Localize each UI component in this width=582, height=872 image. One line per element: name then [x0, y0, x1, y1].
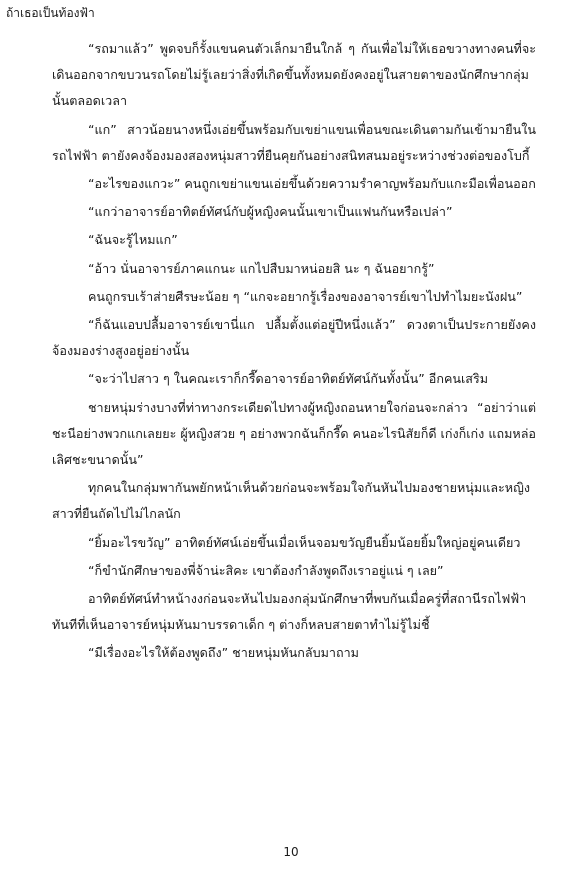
paragraph: “ก็ฉันแอบปลื้มอาจารย์เขานี่แก ปลื้มตั้งแต่อยู่ปีหนึ่งแล้ว” ดวงตาเป็นประกายยังคงจ้องมองร่างสูงอยู่อย่างนั้น: [52, 317, 536, 359]
paragraph: “ยิ้มอะไรขวัญ” อาทิตย์ทัศน์เอ่ยขึ้นเมื่อเห็นจอมขวัญยืนยิ้มน้อยยิ้มใหญ่อยู่คนเดียว: [88, 534, 521, 550]
body-text: [52, 36, 536, 669]
paragraph: “มีเรื่องอะไรให้ต้องพูดถึง” ชายหนุ่มหันกลับมาถาม: [88, 645, 359, 661]
paragraph: “อ้าว นั่นอาจารย์ภาคแกนะ แกไปสืบมาหน่อยสิ นะ ๆ ฉันอยากรู้”: [88, 260, 435, 276]
paragraph: “แกว่าอาจารย์อาทิตย์ทัศน์กับผู้หญิงคนนั้นเขาเป็นแฟนกันหรือเปล่า”: [88, 204, 453, 220]
page-number: 10: [283, 845, 299, 859]
paragraph: “รถมาแล้ว” พูดจบก็รั้งแขนคนตัวเล็กมายืนใกล้ ๆ กันเพื่อไม่ให้เธอขวางทางคนที่จะเดินออกจากขบวนรถโดยไม่รู้เลยว่าสิ่งที่เกิดขึ้นทั้งหมดยังคงอยู่ในสายตาของนักศึกษากลุ่มนั้นตลอดเวลา: [52, 41, 536, 109]
paragraph: “จะว่าไปสาว ๆ ในคณะเราก็กรี๊ดอาจารย์อาทิตย์ทัศน์กันทั้งนั้น” อีกคนเสริม: [88, 371, 489, 387]
paragraph: “ฉันจะรู้ไหมแก”: [88, 232, 178, 248]
paragraph: “ก็ขำนักศึกษาของพี่จ้าน่ะสิคะ เขาต้องกำลังพูดถึงเราอยู่แน่ ๆ เลย”: [88, 562, 444, 578]
paragraph: ชายหนุ่มร่างบางที่ท่าทางกระเดียดไปทางผู้หญิงถอนหายใจก่อนจะกล่าว “อย่าว่าแต่ชะนีอย่างพวกแกเลยยะ ผู้หญิงสวย ๆ อย่างพวกฉันก็กรี๊ด คนอะไรนิสัยก็ดี เก่งก็เก่ง แถมหล่อเลิศชะขนาดนั้น”: [52, 399, 536, 468]
paragraph: “แก” สาวน้อยนางหนึ่งเอ่ยขึ้นพร้อมกับเขย่าแขนเพื่อนขณะเดินตามกันเข้ามายืนในรถไฟฟ้า ตายังคงจ้องมองสองหนุ่มสาวที่ยืนคุยกันอย่างสนิทสนมอยู่ระหว่างช่วงต่อของโบกี้: [52, 121, 536, 163]
running-header: ถ้าเธอเป็นท้องฟ้า: [6, 6, 95, 20]
paragraph: คนถูกรบเร้าส่ายศีรษะน้อย ๆ “แกจะอยากรู้เรื่องของอาจารย์เขาไปทำไมยะนังฝน”: [88, 288, 523, 304]
paragraph: ทุกคนในกลุ่มพากันพยักหน้าเห็นด้วยก่อนจะพร้อมใจกันหันไปมองชายหนุ่มและหญิงสาวที่ยืนถัดไปไม่ไกลนัก: [52, 480, 530, 522]
paragraph: “อะไรของแกวะ” คนถูกเขย่าแขนเอ่ยขึ้นด้วยความรำคาญพร้อมกับแกะมือเพื่อนออก: [88, 176, 536, 192]
paragraph: อาทิตย์ทัศน์ทำหน้างงก่อนจะหันไปมองกลุ่มนักศึกษาที่พบกันเมื่อครู่ที่สถานีรถไฟฟ้า ทันทีที่เห็นอาจารย์หนุ่มหันมาบรรดาเด็ก ๆ ต่างก็หลบสายตาทำไม่รู้ไม่ชี้: [52, 591, 527, 633]
